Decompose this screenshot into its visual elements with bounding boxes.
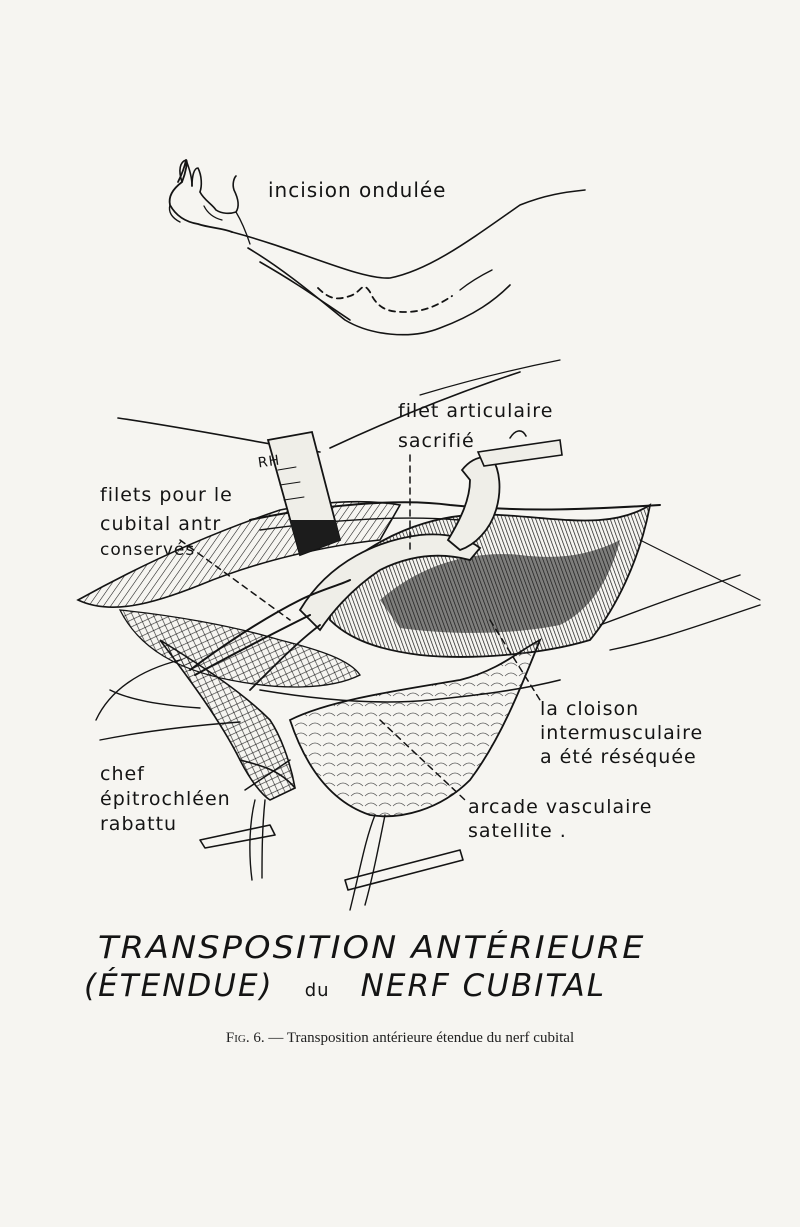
filets-cubital-label-3: conservés xyxy=(100,540,196,560)
filet-articulaire-label-2: sacrifié xyxy=(398,430,475,452)
figure-title-etendue: (ÉTENDUE) xyxy=(84,968,274,1004)
chef-label-1: chef xyxy=(100,763,145,785)
filet-articulaire-label-1: filet articulaire xyxy=(398,400,554,422)
figure-caption xyxy=(0,1030,800,1047)
figure-title-line-2 xyxy=(84,968,606,1004)
arcade-label-1: arcade vasculaire xyxy=(468,796,653,818)
caption-text: Transposition antérieure étendue du nerf cubital xyxy=(286,1030,575,1046)
caption-dash: — xyxy=(268,1030,284,1046)
cloison-label-2: intermusculaire xyxy=(540,722,704,744)
cloison-label-3: a été réséquée xyxy=(540,746,697,768)
retractor-mark: RH xyxy=(256,452,282,472)
figure-title-du: du xyxy=(304,980,330,1001)
figure-title-nerf-cubital: NERF CUBITAL xyxy=(360,968,606,1004)
caption-fig-number: Fig. 6. xyxy=(225,1030,265,1046)
filets-cubital-label-1: filets pour le xyxy=(100,484,233,506)
chef-label-2: épitrochléen xyxy=(100,788,231,810)
cloison-label-1: la cloison xyxy=(540,698,640,720)
incision-label: incision ondulée xyxy=(268,178,447,202)
filets-cubital-label-2: cubital antr xyxy=(100,513,222,535)
figure-title-line-1: TRANSPOSITION ANTÉRIEURE xyxy=(98,930,646,966)
chef-label-3: rabattu xyxy=(100,813,178,835)
arcade-label-2: satellite . xyxy=(468,820,567,842)
